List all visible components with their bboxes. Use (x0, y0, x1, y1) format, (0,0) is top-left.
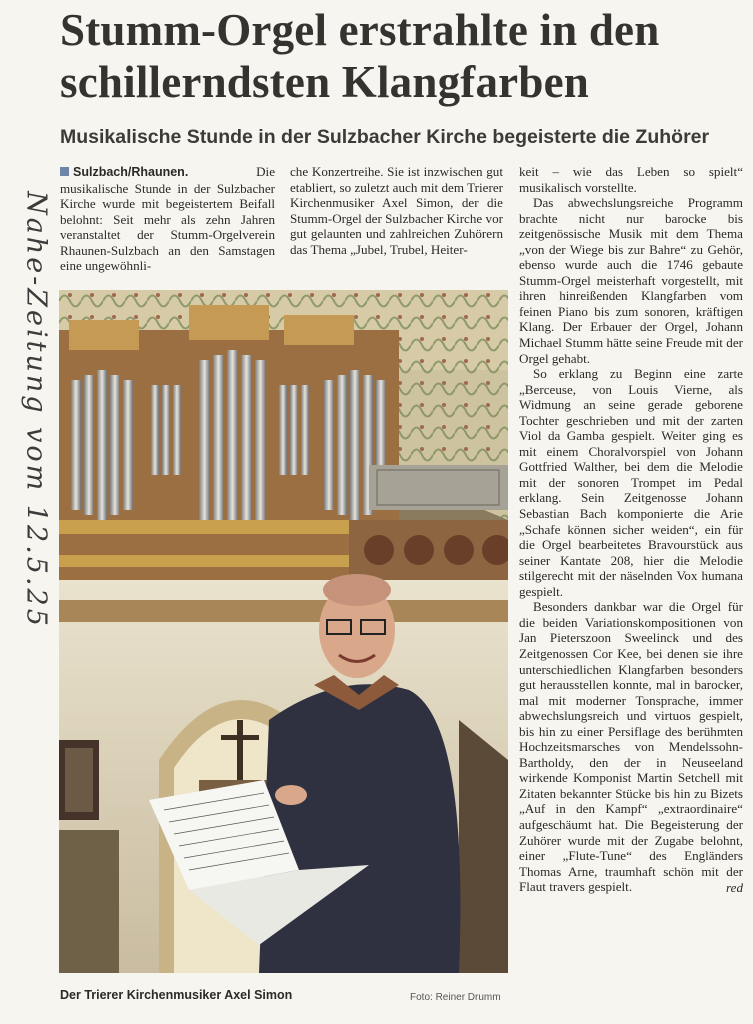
handwritten-note (0, 0, 60, 700)
photo-credit: Foto: Reiner Drumm (410, 992, 501, 1003)
headline-line-1: Stumm-Orgel erstrahlte in den (60, 5, 660, 55)
paragraph-3: So erklang zu Beginn eine zarte „Berceuse, von Louis Vierne, als Widmung an seine gerade geborene Tochter geschrieben und mit der zarten Viol da Gamba gespielt. Weiter ging es mit einem Choralvorspiel von Johann Gottfried Walther, bei dem die Melodie mit der sonoren Trompet im Pedal erklang. Sein Zeitgenosse Johann Sebastian Bach komponierte die Arie „Schafe können sicher weiden“, ein für die Orgel bearbeitetes Bravourstück aus seiner Kantate 208, hier die Melodie stilgerecht mit der näselnden Vox humana gespielt. (519, 366, 743, 599)
organ-and-musician-photo (59, 290, 508, 973)
text-column-3 (519, 164, 743, 895)
photo-caption: Der Trierer Kirchenmusiker Axel Simon (60, 988, 293, 1002)
lead-paragraph (60, 164, 275, 274)
paragraph-2: Das abwechslungsreiche Programm brachte nicht nur barocke bis zeitgenössische Musik mit dem Thema „von der Wiege bis zur Bahre“ zu Gehör, ebenso wurde auch die 1746 gebaute Stumm-Orgel meisterhaft vorgestellt, mit ihren hinreißenden Klangfarben vom feinen Piano bis zum sonoren, kräftigen Klang. Der Erbauer der Orgel, Johann Michael Stumm hätte seine Freude mit der Orgel gehabt. (519, 195, 743, 366)
column-2-text: che Konzertreihe. Sie ist inzwischen gut etabliert, so zuletzt auch mit dem Trierer Kirchenmusiker Axel Simon, der die Stumm-Orgel der Sulzbacher Kirche vor gut gelaunten und zahlreichen Zuhörern das Thema „Jubel, Trubel, Heiter- (290, 164, 503, 257)
author-tag: red (726, 879, 743, 895)
headline (60, 4, 740, 108)
lead-text: Die musikalische Stunde in der Sulzbacher Kirche wurde mit begeistertem Beifall belohnt: Seit mehr als zehn Jahren veranstaltet der Stumm-Orgelverein Rhaunen-Sulzbach an den Samstagen eine ungewöhnli- (60, 164, 275, 274)
paragraph-4: Besonders dankbar war die Orgel für die beiden Variationskompositionen von Jan Pieterszoon Sweelinck und des Zeitgenossen Cor Kee, bei denen sie ihre unterschiedlichen Klangfarben besonders gut herausstellen konnte, mal in barocker, mal mit moderner Tonsprache, immer abwechslungsreich und virtuos gespielt, bis hin zu einer Persiflage des berühmten Hochzeitsmarsches von Mendelssohn-Bartholdy, den der in Neuseeland wirkende Komponist Martin Setchell mit Zitaten bekannter Stücke bis hin zu Bizets „Auf in den Kampf“ „extraordinaire“ aufgeschäumt hat. Die Begeisterung der Zuhörer wurde mit der Zugabe belohnt, einer „Flute-Tune“ des Engländers Thomas Arne, traumhaft schön mit der Flaut travers gespielt. (519, 599, 743, 895)
text-column-1 (60, 164, 275, 274)
paragraph-1: keit – wie das Leben so spielt“ musikalisch vorstellte. (519, 164, 743, 195)
subheadline: Musikalische Stunde in der Sulzbacher Kirche begeisterte die Zuhörer (60, 126, 710, 148)
article-photo (59, 290, 508, 973)
dateline-marker-icon (60, 167, 69, 176)
handwritten-note-text: Nahe-Zeitung vom 12.5.25 (20, 191, 52, 629)
dateline: Sulzbach/Rhaunen. (73, 165, 189, 179)
text-column-2 (290, 164, 503, 257)
headline-line-2: schillerndsten Klangfarben (60, 57, 589, 107)
